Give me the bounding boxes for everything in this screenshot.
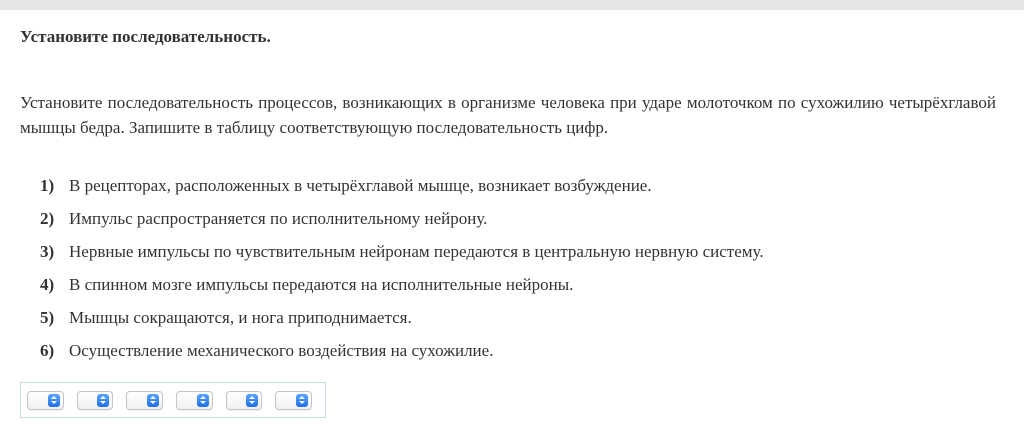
step-number: 6) — [40, 341, 55, 360]
step-number: 4) — [40, 275, 55, 294]
question-text: Установите последовательность процессов, возникающих в организме человека при ударе молоточком по сухожилию четырёхглавой мышцы бедра. Запишите в таблицу соответствующую последовательность цифр. — [20, 93, 996, 137]
list-item — [40, 173, 764, 206]
answer-select-2[interactable] — [77, 391, 114, 410]
list-item — [40, 206, 764, 239]
answer-table — [20, 382, 326, 418]
answer-select-1[interactable] — [27, 391, 64, 410]
updown-chevron-icon — [147, 394, 159, 407]
step-text: В рецепторах, расположенных в четырёхглавой мышце, возникает возбуждение. — [69, 176, 652, 195]
step-text: Осуществление механического воздействия на сухожилие. — [69, 341, 494, 360]
step-text: В спинном мозге импульсы передаются на исполнительные нейроны. — [69, 275, 574, 294]
answer-select-4[interactable] — [176, 391, 213, 410]
step-number: 5) — [40, 308, 55, 327]
list-item — [40, 239, 764, 272]
answer-select-5[interactable] — [226, 391, 263, 410]
updown-chevron-icon — [246, 394, 258, 407]
step-number: 1) — [40, 176, 55, 195]
updown-chevron-icon — [97, 394, 109, 407]
step-number: 3) — [40, 242, 55, 261]
question-heading: Установите последовательность. — [20, 27, 271, 46]
updown-chevron-icon — [48, 394, 60, 407]
step-text: Мышцы сокращаются, и нога приподнимается. — [69, 308, 412, 327]
step-number: 2) — [40, 209, 55, 228]
list-item — [40, 338, 764, 371]
answer-select-3[interactable] — [126, 391, 163, 410]
step-text: Импульс распространяется по исполнительному нейрону. — [69, 209, 488, 228]
updown-chevron-icon — [296, 394, 308, 407]
answer-select-6[interactable] — [275, 391, 312, 410]
list-item — [40, 305, 764, 338]
steps-list — [40, 173, 764, 371]
step-text: Нервные импульсы по чувствительным нейронам передаются в центральную нервную систему. — [69, 242, 764, 261]
updown-chevron-icon — [197, 394, 209, 407]
list-item — [40, 272, 764, 305]
top-bar — [0, 0, 1024, 10]
